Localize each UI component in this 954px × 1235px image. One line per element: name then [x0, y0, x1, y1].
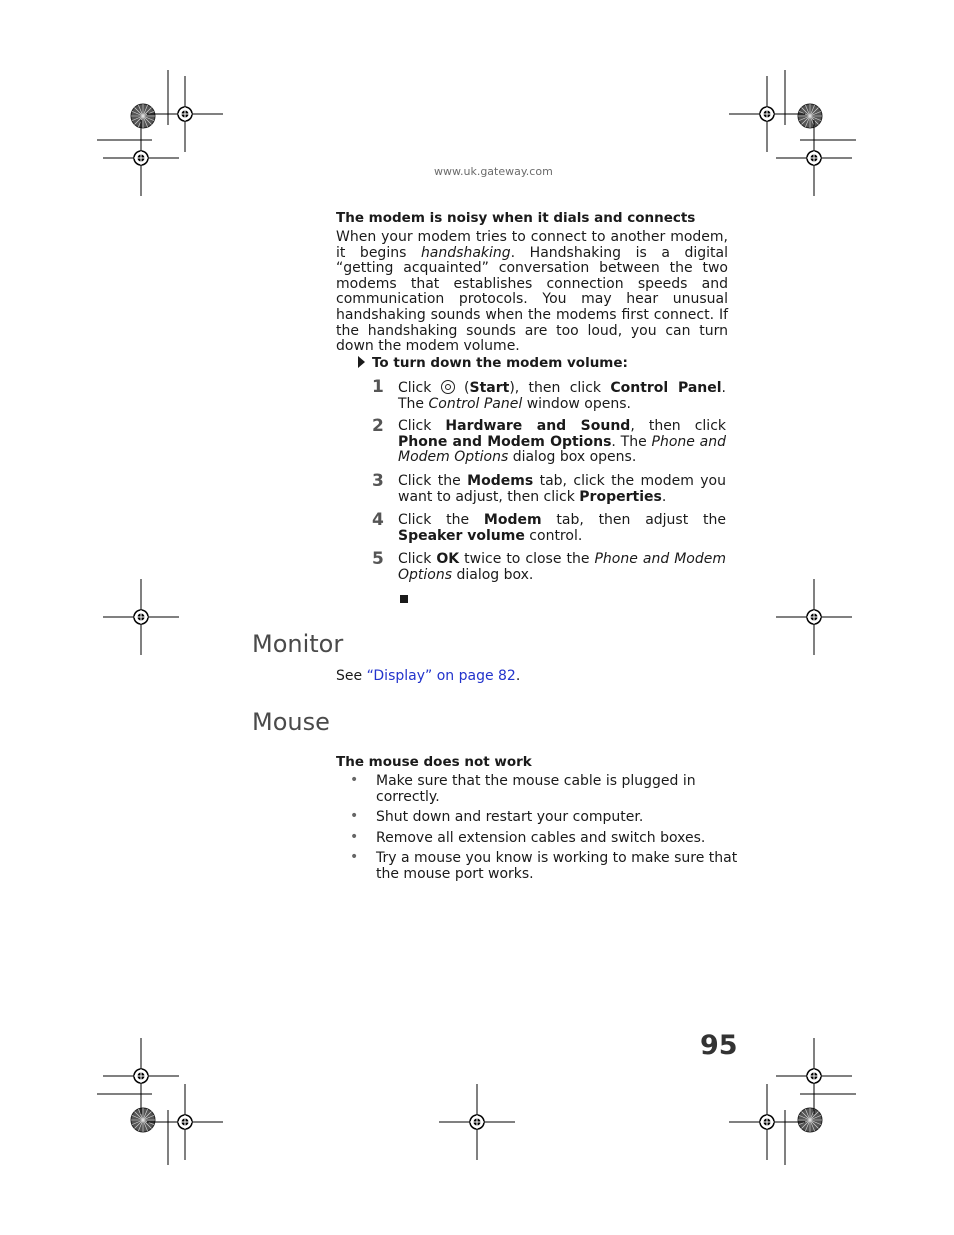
step-text-part: dialog box opens. [508, 449, 637, 466]
step-text-part: tab, then adjust the [541, 512, 726, 528]
step-text-part: , then click [630, 418, 727, 434]
modem-noisy-paragraph [336, 230, 728, 355]
step-bold: Control Panel [610, 380, 722, 396]
procedure-title-text: To turn down the modem volume: [372, 355, 628, 371]
procedure-arrow-icon [358, 356, 365, 368]
step-text-part: twice to close the [459, 551, 595, 567]
step-text-part: dialog box. [452, 566, 534, 583]
step-bold: Modem [483, 512, 542, 528]
mouse-heading: Mouse [252, 708, 330, 736]
step-text [398, 419, 726, 466]
step-bold: Modems [467, 473, 534, 489]
monitor-see-text [336, 669, 520, 685]
bullet-icon: • [350, 828, 359, 845]
step-bold: Properties [579, 488, 662, 505]
step-text-part: ), then click [509, 380, 611, 396]
display-page-link[interactable]: “Display” on page 82 [366, 668, 516, 684]
step-text-part: ( [454, 380, 470, 396]
see-period: . [515, 668, 521, 684]
list-item-text: Make sure that the mouse cable is plugged in correctly. [376, 773, 696, 805]
mouse-checklist [350, 774, 740, 888]
list-item [350, 774, 740, 805]
step-bold: Hardware and Sound [445, 418, 631, 434]
step-number: 1 [372, 377, 384, 397]
procedure-title [358, 355, 628, 371]
step-bold: Start [469, 380, 510, 396]
bullet-icon: • [350, 808, 359, 825]
step-number: 5 [372, 549, 384, 569]
step-text-part: Click [398, 551, 437, 567]
step-text [398, 380, 726, 412]
list-item-text: Shut down and restart your computer. [376, 809, 644, 826]
monitor-heading: Monitor [252, 630, 344, 658]
step-bold: Speaker volume [398, 527, 525, 544]
step-italic: Phone and Modem Options [398, 551, 727, 583]
step-text-part: Click [398, 380, 441, 396]
step-text-part: Click the [398, 512, 484, 528]
step-number: 4 [372, 510, 384, 530]
list-item-text: Remove all extension cables and switch boxes. [376, 829, 706, 846]
step-bold: OK [436, 551, 460, 567]
step-number: 3 [372, 471, 384, 491]
step-text-part: . The [611, 433, 652, 450]
list-item [350, 828, 740, 847]
procedure-end-marker [400, 595, 408, 603]
step-italic: Phone and Modem Options [398, 433, 727, 466]
list-item-text: Try a mouse you know is working to make sure that the mouse port works. [376, 850, 738, 882]
step-text-part: Click the [398, 473, 468, 489]
step-text-part: tab, click the modem you want to adjust, then click [398, 473, 726, 505]
step-italic: Control Panel [428, 395, 523, 412]
mouse-subheading: The mouse does not work [336, 754, 532, 770]
step-text-part: . [661, 488, 667, 505]
bullet-icon: • [350, 772, 359, 788]
step-text [398, 513, 726, 544]
step-text-part: window opens. [522, 395, 631, 412]
step-text-part: control. [524, 527, 583, 544]
step-text [398, 552, 726, 583]
para-text-a: When your modem tries to connect to another modem, it begins [336, 229, 728, 261]
para-text-b: . Handshaking is a digital “getting acquainted” conversation between the two modems that establishes connection speeds and communication protocols. You may hear unusual handshaking sounds when the modems first connect. If the handshaking sounds are too loud, you can turn down the modem volume. [336, 244, 728, 355]
list-item [350, 851, 740, 882]
list-item [350, 810, 740, 826]
bullet-icon: • [350, 849, 359, 866]
modem-noisy-heading: The modem is noisy when it dials and connects [336, 210, 696, 226]
para-emphasis: handshaking [420, 244, 511, 261]
step-bold: Phone and Modem Options [398, 433, 612, 450]
start-icon [441, 380, 455, 394]
step-text [398, 474, 726, 505]
step-text-part: Click [398, 418, 446, 434]
page-number: 95 [700, 1030, 738, 1061]
step-text-part: . The [398, 380, 726, 412]
header-url: www.uk.gateway.com [434, 165, 553, 178]
see-label: See [336, 668, 367, 684]
step-number: 2 [372, 416, 384, 436]
